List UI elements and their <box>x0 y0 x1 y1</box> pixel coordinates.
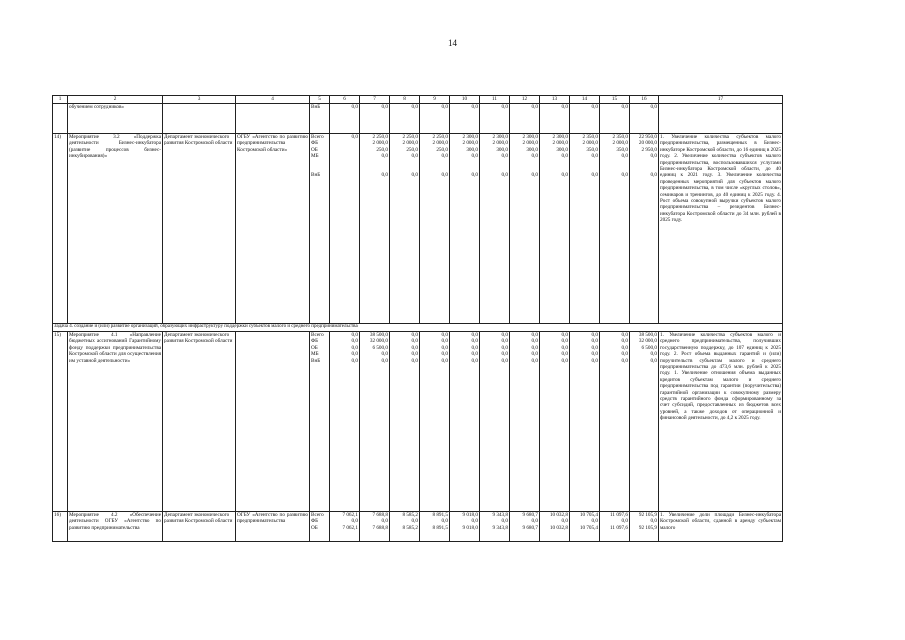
funding-sources <box>310 134 330 324</box>
value: 2 300,0 <box>522 134 538 140</box>
value: 9 343,8 <box>492 524 508 531</box>
header-cell: 6 <box>330 96 360 104</box>
value: 0,0 <box>471 332 478 338</box>
funding-source: ОБ <box>311 524 318 531</box>
value: 32 000,0 <box>638 338 657 345</box>
value: 0,0 <box>561 357 568 364</box>
value: 0,0 <box>411 338 418 345</box>
value: 7 688,8 <box>372 512 388 518</box>
header-cell: 4 <box>236 96 310 104</box>
funding-source: ВнБ <box>311 171 321 178</box>
value: 2 000,0 <box>522 140 538 147</box>
value: 0,0 <box>591 344 598 351</box>
value-cell: 0,0 <box>510 104 540 134</box>
value: 0,0 <box>351 357 358 364</box>
value-cell <box>450 332 480 512</box>
value: 8 585,2 <box>402 512 418 518</box>
value-cell <box>540 332 570 512</box>
value-cell <box>330 512 360 542</box>
value: 0,0 <box>531 518 538 525</box>
value: 0,0 <box>531 338 538 345</box>
value-cell <box>600 512 630 542</box>
funding-source: ВнБ <box>311 357 321 364</box>
value-cell <box>480 512 510 542</box>
value: 2 000,0 <box>492 140 508 147</box>
value: 250,0 <box>376 146 388 153</box>
value: 38 500,0 <box>369 332 388 338</box>
value: 0,0 <box>650 153 657 160</box>
value: 92 105,9 <box>638 512 657 518</box>
page-number: 14 <box>448 38 457 48</box>
value: 2 000,0 <box>612 140 628 147</box>
funding-source: ФБ <box>311 338 319 345</box>
value: 0,0 <box>441 518 448 525</box>
program-table <box>52 95 783 542</box>
value-cell <box>390 512 420 542</box>
value: 300,0 <box>466 146 478 153</box>
value: 92 105,9 <box>638 524 657 531</box>
header-cell: 3 <box>163 96 236 104</box>
value: 0,0 <box>561 344 568 351</box>
header-cell: 15 <box>600 96 630 104</box>
value-cell: 0,0 <box>390 104 420 134</box>
value: 0,0 <box>411 332 418 338</box>
value: 11 097,6 <box>610 524 628 531</box>
header-cell: 1 <box>53 96 68 104</box>
value: 0,0 <box>381 171 388 178</box>
value: 2 000,0 <box>462 140 478 147</box>
value: 8 891,5 <box>432 512 448 518</box>
value: 0,0 <box>471 171 478 178</box>
value: 0,0 <box>591 338 598 345</box>
table-row <box>53 512 783 542</box>
value: 9 680,7 <box>522 512 538 518</box>
value: 0,0 <box>501 518 508 525</box>
table-row <box>53 134 783 324</box>
value: 6 500,0 <box>641 344 657 351</box>
value: 0,0 <box>591 153 598 160</box>
value: 2 300,0 <box>462 134 478 140</box>
value-cell <box>630 332 659 512</box>
value: 8 891,5 <box>432 524 448 531</box>
value: 0,0 <box>501 153 508 160</box>
value-cell <box>600 332 630 512</box>
value: 0,0 <box>411 351 418 358</box>
value: 2 950,0 <box>641 146 657 153</box>
value: 0,0 <box>441 344 448 351</box>
funding-source: ФБ <box>311 140 319 147</box>
value: 0,0 <box>471 153 478 160</box>
value: 7 062,1 <box>342 512 358 518</box>
value: 0,0 <box>650 171 657 178</box>
value-cell <box>570 134 600 324</box>
value: 0,0 <box>441 332 448 338</box>
value: 7 062,1 <box>342 524 358 531</box>
value: 0,0 <box>411 518 418 525</box>
value: 9 680,7 <box>522 524 538 531</box>
value: 0,0 <box>471 357 478 364</box>
header-cell: 12 <box>510 96 540 104</box>
value-cell <box>330 332 360 512</box>
funding-source: Всего <box>311 332 324 338</box>
value: 0,0 <box>591 171 598 178</box>
value-cell <box>570 512 600 542</box>
value-cell <box>420 134 450 324</box>
value-cell: 0,0 <box>450 104 480 134</box>
value: 0,0 <box>381 153 388 160</box>
value: 2 300,0 <box>492 134 508 140</box>
value: 6 500,0 <box>372 344 388 351</box>
value: 350,0 <box>586 146 598 153</box>
expected-results: 1. Увеличение количества субъектов малого и среднего предпринимательства, получивших государственную поддержку, до 107 единиц к 2025 году. 2. Рост объема выданных гарантий и (или) поручительств субъектам малого и среднего предпринимательства до 473,6 млн. рублей к 2025 году. 1. Увеличение отношения объема выданных кредитов субъектам малого и среднего предпринимательства под гарантии (поручительства) гарантийной организации к совокупному размеру средств гарантийного фонда сформированному за счет субсидий, предоставленных из бюджетов всех уровней, а также доходов от операционной и финансовой деятельности, до 4,2 к 2025 году. <box>659 332 783 512</box>
value: 0,0 <box>621 357 628 364</box>
task-row <box>53 324 783 332</box>
value: 0,0 <box>561 518 568 525</box>
measure-name: Мероприятие 4.1 «Направление бюджетных ассигнований Гарантийному фонду поддержки предпринимательства Костромской области для осуществления им уставной деятельности» <box>68 332 163 512</box>
value-cell <box>510 512 540 542</box>
value: 10 705,4 <box>579 512 598 518</box>
value-cell: 0,0 <box>540 104 570 134</box>
executor: Департамент экономического развития Костромской области <box>163 332 236 512</box>
value: 0,0 <box>531 153 538 160</box>
value-cell <box>480 332 510 512</box>
value: 0,0 <box>591 518 598 525</box>
value: 0,0 <box>650 357 657 364</box>
value-cell: 0,0 <box>420 104 450 134</box>
value: 0,0 <box>381 357 388 364</box>
value: 300,0 <box>496 146 508 153</box>
executor: Департамент экономического развития Костромской области <box>163 512 236 542</box>
value-cell <box>630 134 659 324</box>
funding-source: МБ <box>311 153 319 160</box>
value: 32 000,0 <box>369 338 388 345</box>
value: 11 097,6 <box>610 512 628 518</box>
value: 0,0 <box>441 153 448 160</box>
value-cell <box>510 134 540 324</box>
value: 22 950,0 <box>638 134 657 140</box>
value: 2 250,0 <box>432 134 448 140</box>
value: 0,0 <box>621 518 628 525</box>
value: 0,0 <box>501 344 508 351</box>
table-row <box>53 332 783 512</box>
value: 0,0 <box>621 351 628 358</box>
value: 0,0 <box>531 351 538 358</box>
funding-source: ФБ <box>311 518 319 525</box>
expected-results: 1. Увеличение количества субъектов малого предпринимательства, размещенных в Бизнес-инкубаторе Костромской области, до 16 единиц в 2025 году. 2. Увеличение количества субъектов малого предпринимательства, воспользовавшихся услугами Бизнес-инкубатора Костромской области, до 40 единиц к 2021 году. 3. Увеличение количества проведенных мероприятий для субъектов малого предпринимательства, в том числе «круглых столов», семинаров и тренингов, до 40 единиц к 2025 году. 4. Рост объема совокупной выручки субъектов малого предпринимательства – резидентов Бизнес-инкубатора Костромской области до 34 млн. рублей в 2025 году. <box>659 134 783 324</box>
value: 2 000,0 <box>372 140 388 147</box>
value-cell: 0,0 <box>360 104 390 134</box>
value-cell <box>540 134 570 324</box>
value: 10 032,8 <box>549 524 568 531</box>
value: 10 032,8 <box>549 512 568 518</box>
value: 38 500,0 <box>638 332 657 338</box>
value: 2 350,0 <box>582 134 598 140</box>
value: 0,0 <box>621 153 628 160</box>
value-cell <box>540 512 570 542</box>
funding-source: ОБ <box>311 146 318 153</box>
value-cell <box>480 134 510 324</box>
row-number: 16) <box>53 512 68 542</box>
value: 0,0 <box>591 332 598 338</box>
value: 0,0 <box>591 351 598 358</box>
value: 0,0 <box>351 338 358 345</box>
value-cell <box>360 134 390 324</box>
value-cell <box>390 332 420 512</box>
header-cell: 10 <box>450 96 480 104</box>
measure-name: Мероприятие 4.2 «Обеспечение деятельности ОГБУ «Агентство по развитию предпринимательства <box>68 512 163 542</box>
value: 250,0 <box>406 146 418 153</box>
executor: Департамент экономического развития Костромской области <box>163 134 236 324</box>
value: 0,0 <box>351 344 358 351</box>
value: 2 000,0 <box>432 140 448 147</box>
value: 0,0 <box>471 351 478 358</box>
funding-source: ВнБ <box>310 104 330 134</box>
value: 0,0 <box>531 171 538 178</box>
value-cell: 0,0 <box>330 134 360 324</box>
value: 0,0 <box>411 357 418 364</box>
header-cell: 9 <box>420 96 450 104</box>
table-row <box>53 104 783 134</box>
value-cell: 0,0 <box>600 104 630 134</box>
value-cell <box>450 134 480 324</box>
header-cell: 13 <box>540 96 570 104</box>
value: 0,0 <box>561 332 568 338</box>
value-cell <box>360 332 390 512</box>
value: 300,0 <box>526 146 538 153</box>
value: 2 300,0 <box>552 134 568 140</box>
header-cell: 11 <box>480 96 510 104</box>
row-number: 14) <box>53 134 68 324</box>
value: 0,0 <box>621 344 628 351</box>
value: 2 350,0 <box>612 134 628 140</box>
value: 0,0 <box>650 351 657 358</box>
value: 10 705,4 <box>579 524 598 531</box>
value: 0,0 <box>501 338 508 345</box>
value-cell: 0,0 <box>630 104 659 134</box>
value: 8 585,2 <box>402 524 418 531</box>
value: 0,0 <box>351 351 358 358</box>
participant: ОГБУ «Агентство по развитию предпринимательства Костромской области» <box>236 134 310 324</box>
value: 0,0 <box>411 344 418 351</box>
value-cell <box>630 512 659 542</box>
value: 0,0 <box>381 351 388 358</box>
value: 0,0 <box>561 351 568 358</box>
value: 0,0 <box>650 518 657 525</box>
value: 0,0 <box>561 338 568 345</box>
value: 2 250,0 <box>372 134 388 140</box>
value: 0,0 <box>411 153 418 160</box>
funding-source: ОБ <box>311 344 318 351</box>
value: 0,0 <box>621 338 628 345</box>
funding-sources <box>310 332 330 512</box>
header-cell: 5 <box>310 96 330 104</box>
task-title: Задача 4. создание и (или) развитие организаций, образующих инфраструктуру поддержки субъектов малого и среднего предпринимательства <box>53 324 783 332</box>
expected-results: 1. Увеличение доли площади Бизнес-инкубатора Костромской области, сданной в аренду субъектам малого <box>659 512 783 542</box>
value: 0,0 <box>501 332 508 338</box>
value: 0,0 <box>531 332 538 338</box>
header-row <box>53 96 783 104</box>
value: 350,0 <box>616 146 628 153</box>
value: 0,0 <box>471 338 478 345</box>
value-cell <box>510 332 540 512</box>
value: 0,0 <box>441 338 448 345</box>
value-cell <box>600 134 630 324</box>
value: 0,0 <box>531 357 538 364</box>
value-cell: 0,0 <box>330 104 360 134</box>
value: 0,0 <box>441 351 448 358</box>
value: 2 000,0 <box>402 140 418 147</box>
value-cell <box>570 332 600 512</box>
value: 2 250,0 <box>402 134 418 140</box>
value: 2 000,0 <box>582 140 598 147</box>
value: 0,0 <box>531 344 538 351</box>
value: 0,0 <box>591 357 598 364</box>
value-cell: 0,0 <box>480 104 510 134</box>
value: 0,0 <box>411 171 418 178</box>
header-cell: 17 <box>659 96 783 104</box>
value: 0,0 <box>501 171 508 178</box>
funding-source: МБ <box>311 351 319 358</box>
funding-source: Всего <box>311 512 324 518</box>
value: 9 343,8 <box>492 512 508 518</box>
participant: ОГБУ «Агентство по развитию предпринимательства <box>236 512 310 542</box>
value-cell <box>390 134 420 324</box>
value: 0,0 <box>561 153 568 160</box>
measure-name: Мероприятие 3.2 «Поддержка деятельности Бизнес-инкубатора (развитие процессов бизнес-инкубирования)» <box>68 134 163 324</box>
value: 0,0 <box>381 518 388 525</box>
value: 0,0 <box>351 332 358 338</box>
value: 0,0 <box>441 357 448 364</box>
value: 20 000,0 <box>638 140 657 147</box>
value: 7 688,8 <box>372 524 388 531</box>
value: 2 000,0 <box>552 140 568 147</box>
funding-sources <box>310 512 330 542</box>
value: 0,0 <box>501 351 508 358</box>
value: 0,0 <box>471 518 478 525</box>
value: 0,0 <box>621 171 628 178</box>
value-cell <box>450 512 480 542</box>
value-cell: 0,0 <box>570 104 600 134</box>
value-cell <box>420 332 450 512</box>
header-cell: 7 <box>360 96 390 104</box>
header-cell: 2 <box>68 96 163 104</box>
value: 0,0 <box>351 518 358 525</box>
header-cell: 14 <box>570 96 600 104</box>
value: 0,0 <box>441 171 448 178</box>
value: 0,0 <box>471 344 478 351</box>
funding-source: Всего <box>311 134 324 140</box>
value: 0,0 <box>621 332 628 338</box>
value: 0,0 <box>561 171 568 178</box>
value: 0,0 <box>501 357 508 364</box>
measure-name-cont: обучением сотрудников» <box>68 104 163 134</box>
value: 9 018,0 <box>462 512 478 518</box>
value-cell <box>420 512 450 542</box>
row-number: 15) <box>53 332 68 512</box>
value: 250,0 <box>436 146 448 153</box>
header-cell: 16 <box>630 96 659 104</box>
value-cell <box>360 512 390 542</box>
value: 300,0 <box>556 146 568 153</box>
value: 9 018,0 <box>462 524 478 531</box>
header-cell: 8 <box>390 96 420 104</box>
